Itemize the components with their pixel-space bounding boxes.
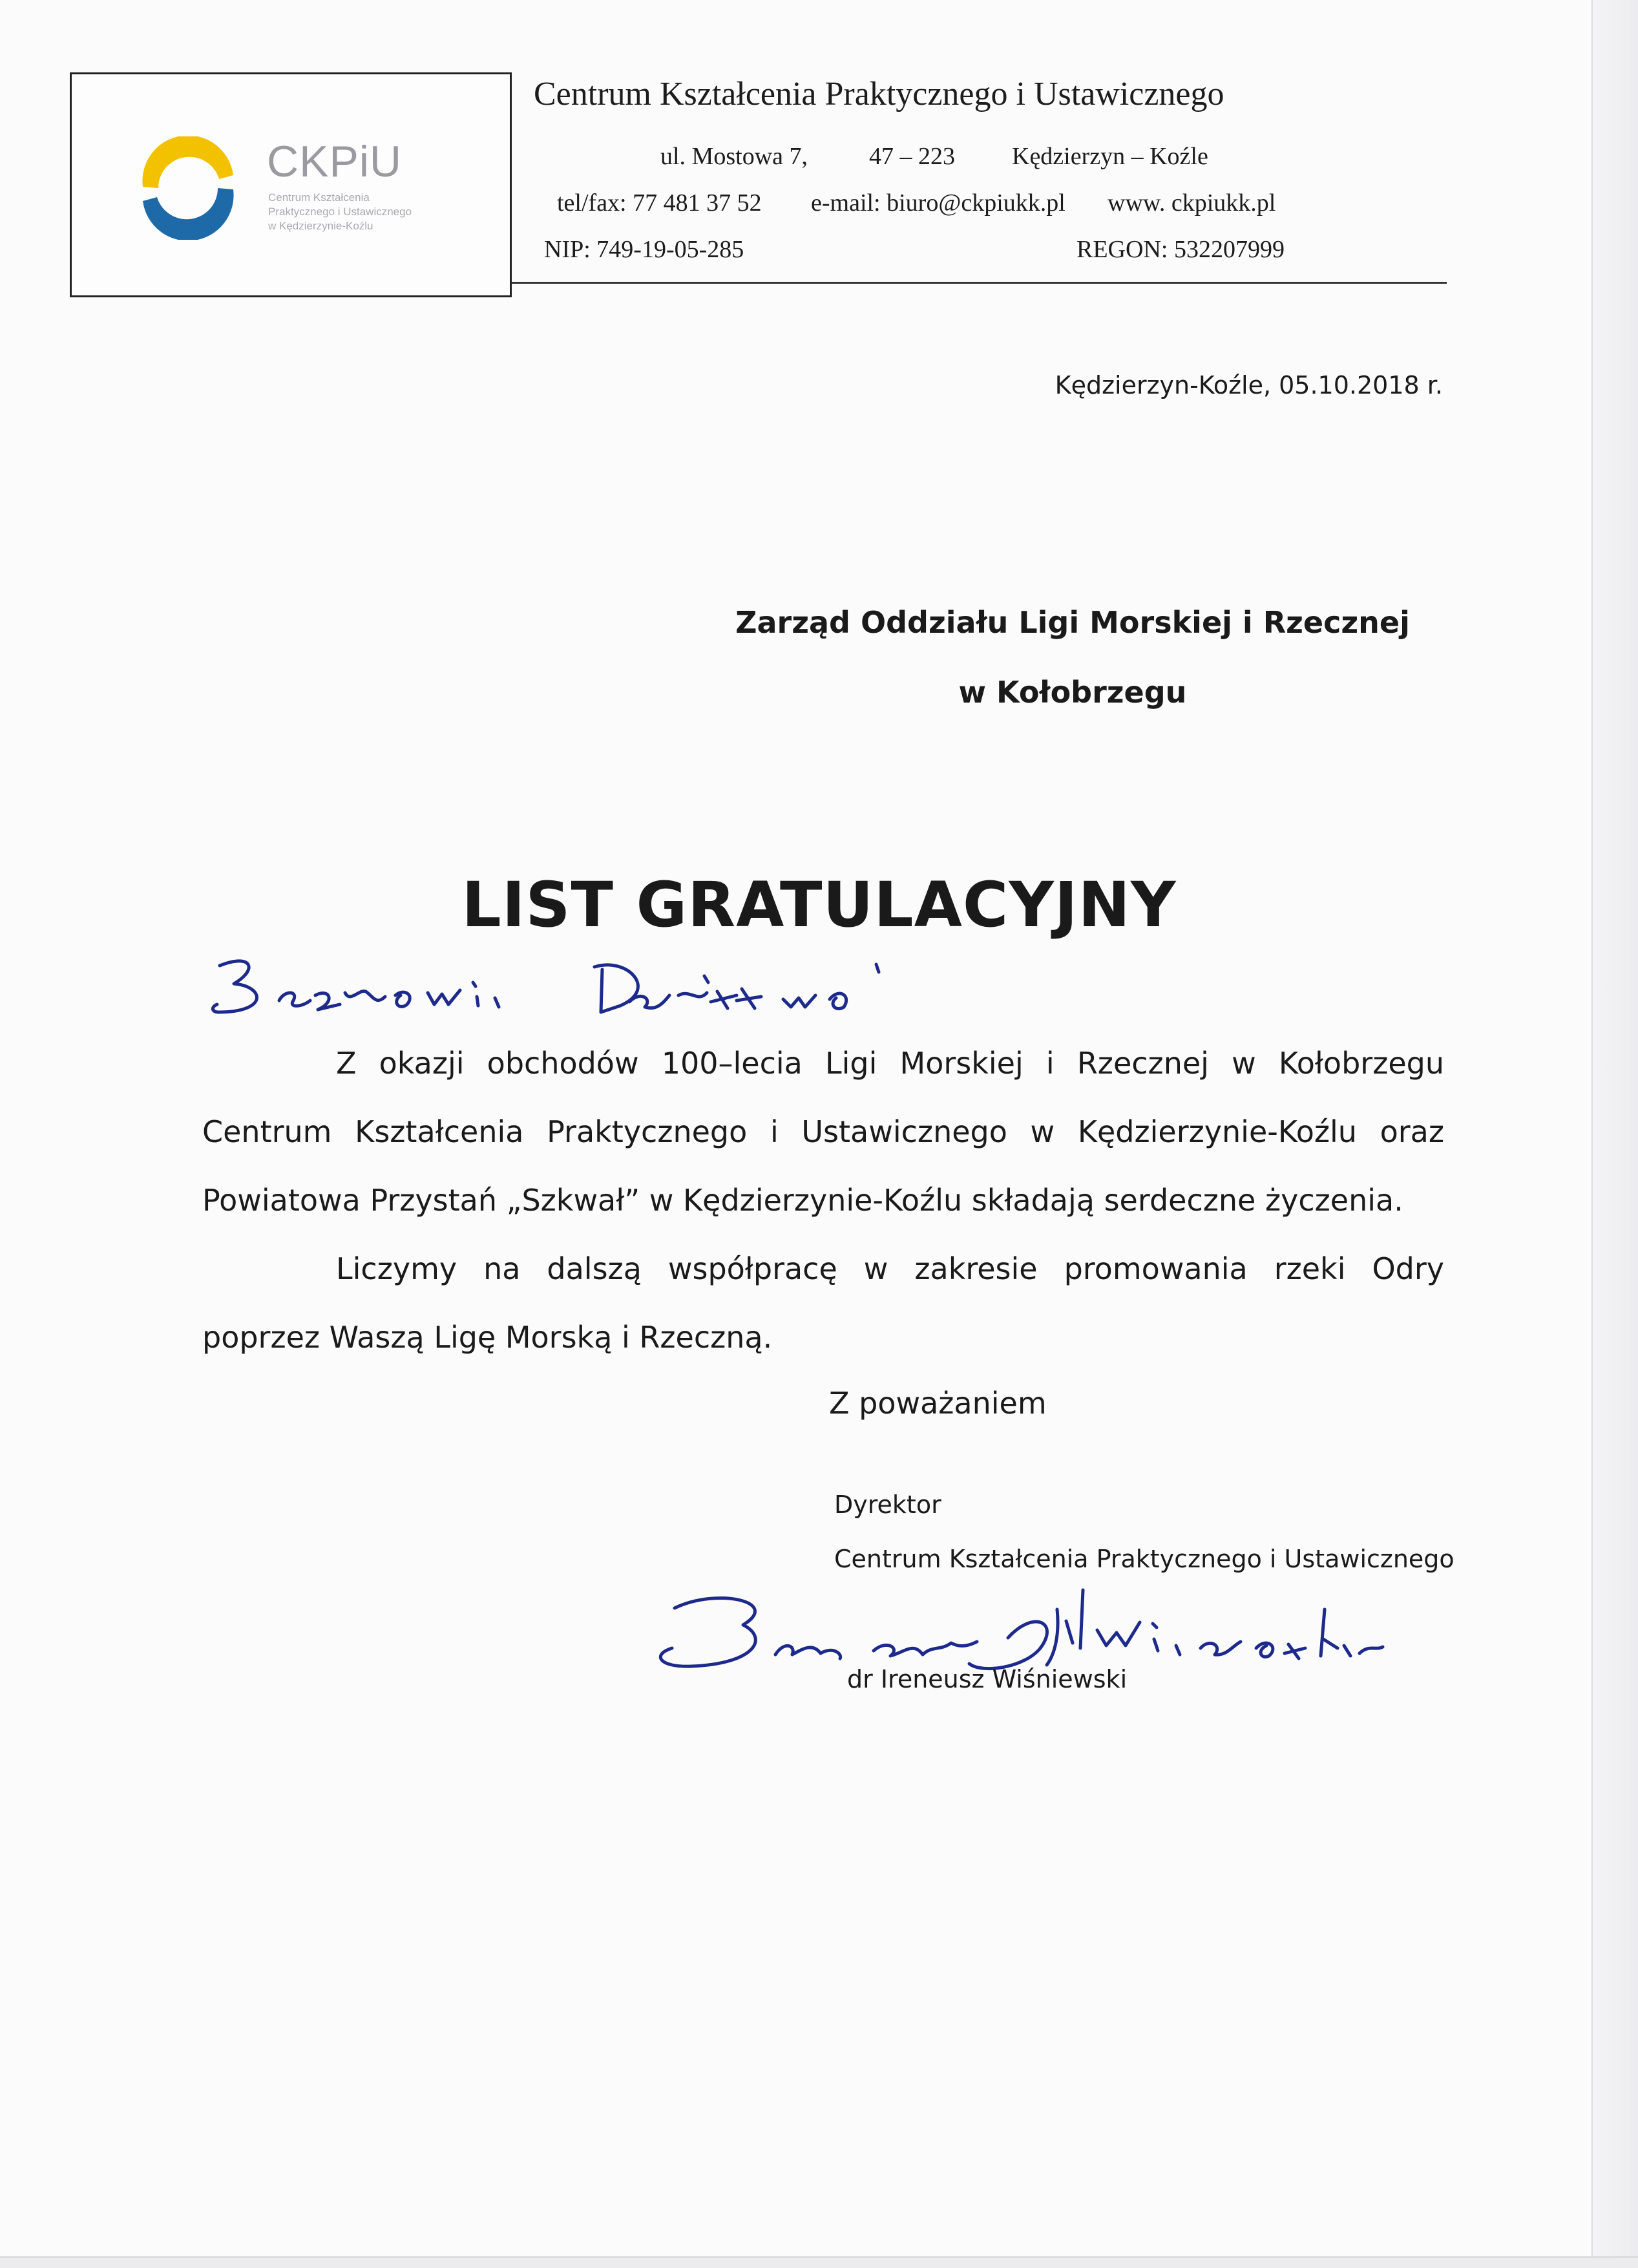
letter-title: LIST GRATULACYJNY bbox=[461, 869, 1177, 941]
body-paragraph-1-line-2: Centrum Kształcenia Praktycznego i Ustawicznego w Kędzierzynie-Koźlu oraz bbox=[202, 1114, 1444, 1149]
recipient-line-1: Zarząd Oddziału Ligi Morskiej i Rzecznej bbox=[735, 605, 1410, 640]
header-nip: NIP: 749-19-05-285 bbox=[544, 236, 744, 263]
signature-institution: Centrum Kształcenia Praktycznego i Ustawicznego bbox=[834, 1545, 1454, 1573]
header-phone: tel/fax: 77 481 37 52 bbox=[557, 189, 762, 217]
header-city: Kędzierzyn – Koźle bbox=[1012, 143, 1208, 170]
body-paragraph-2-line-2: poprzez Waszą Ligę Morską i Rzeczną. bbox=[202, 1320, 773, 1355]
scan-edge-right bbox=[1591, 0, 1638, 2268]
logo-subtitle-line: w Kędzierzynie-Koźlu bbox=[268, 220, 373, 232]
logo-subtitle-line: Praktycznego i Ustawicznego bbox=[268, 206, 412, 218]
recipient-line-2: w Kołobrzegu bbox=[958, 675, 1187, 710]
header-divider bbox=[512, 282, 1447, 284]
ckpiu-logo-icon bbox=[136, 136, 240, 240]
logo-subtitle-line: Centrum Kształcenia bbox=[268, 191, 370, 204]
body-paragraph-1-line-3: Powiatowa Przystań „Szkwał” w Kędzierzynie-Koźlu składają serdeczne życzenia. bbox=[202, 1183, 1403, 1218]
handwritten-greeting-ink bbox=[207, 950, 982, 1034]
signature-name: dr Ireneusz Wiśniewski bbox=[847, 1665, 1128, 1693]
date-line: Kędzierzyn-Koźle, 05.10.2018 r. bbox=[1055, 371, 1443, 399]
logo-blue-arc bbox=[143, 188, 234, 240]
header-postal-code: 47 – 223 bbox=[869, 143, 955, 170]
body-paragraph-2-line-1: Liczymy na dalszą współpracę w zakresie promowania rzeki Odry bbox=[336, 1251, 1444, 1286]
header-street: ul. Mostowa 7, bbox=[660, 143, 808, 170]
logo-yellow-arc bbox=[142, 136, 233, 188]
body-paragraph-1-line-1: Z okazji obchodów 100–lecia Ligi Morskiej i Rzecznej w Kołobrzegu bbox=[336, 1046, 1444, 1081]
letterhead-logo-box bbox=[70, 72, 512, 297]
header-regon: REGON: 532207999 bbox=[1076, 236, 1285, 263]
logo-subtitle bbox=[268, 191, 462, 233]
header-email: e-mail: biuro@ckpiukk.pl bbox=[811, 189, 1066, 217]
scan-edge-bottom bbox=[0, 2256, 1638, 2268]
signature-role: Dyrektor bbox=[834, 1490, 941, 1519]
logo-brand-text: CKPiU bbox=[267, 137, 403, 186]
closing-phrase: Z poważaniem bbox=[829, 1386, 1047, 1421]
header-institution-name: Centrum Kształcenia Praktycznego i Ustawicznego bbox=[534, 76, 1224, 112]
header-website: www. ckpiukk.pl bbox=[1108, 189, 1276, 217]
